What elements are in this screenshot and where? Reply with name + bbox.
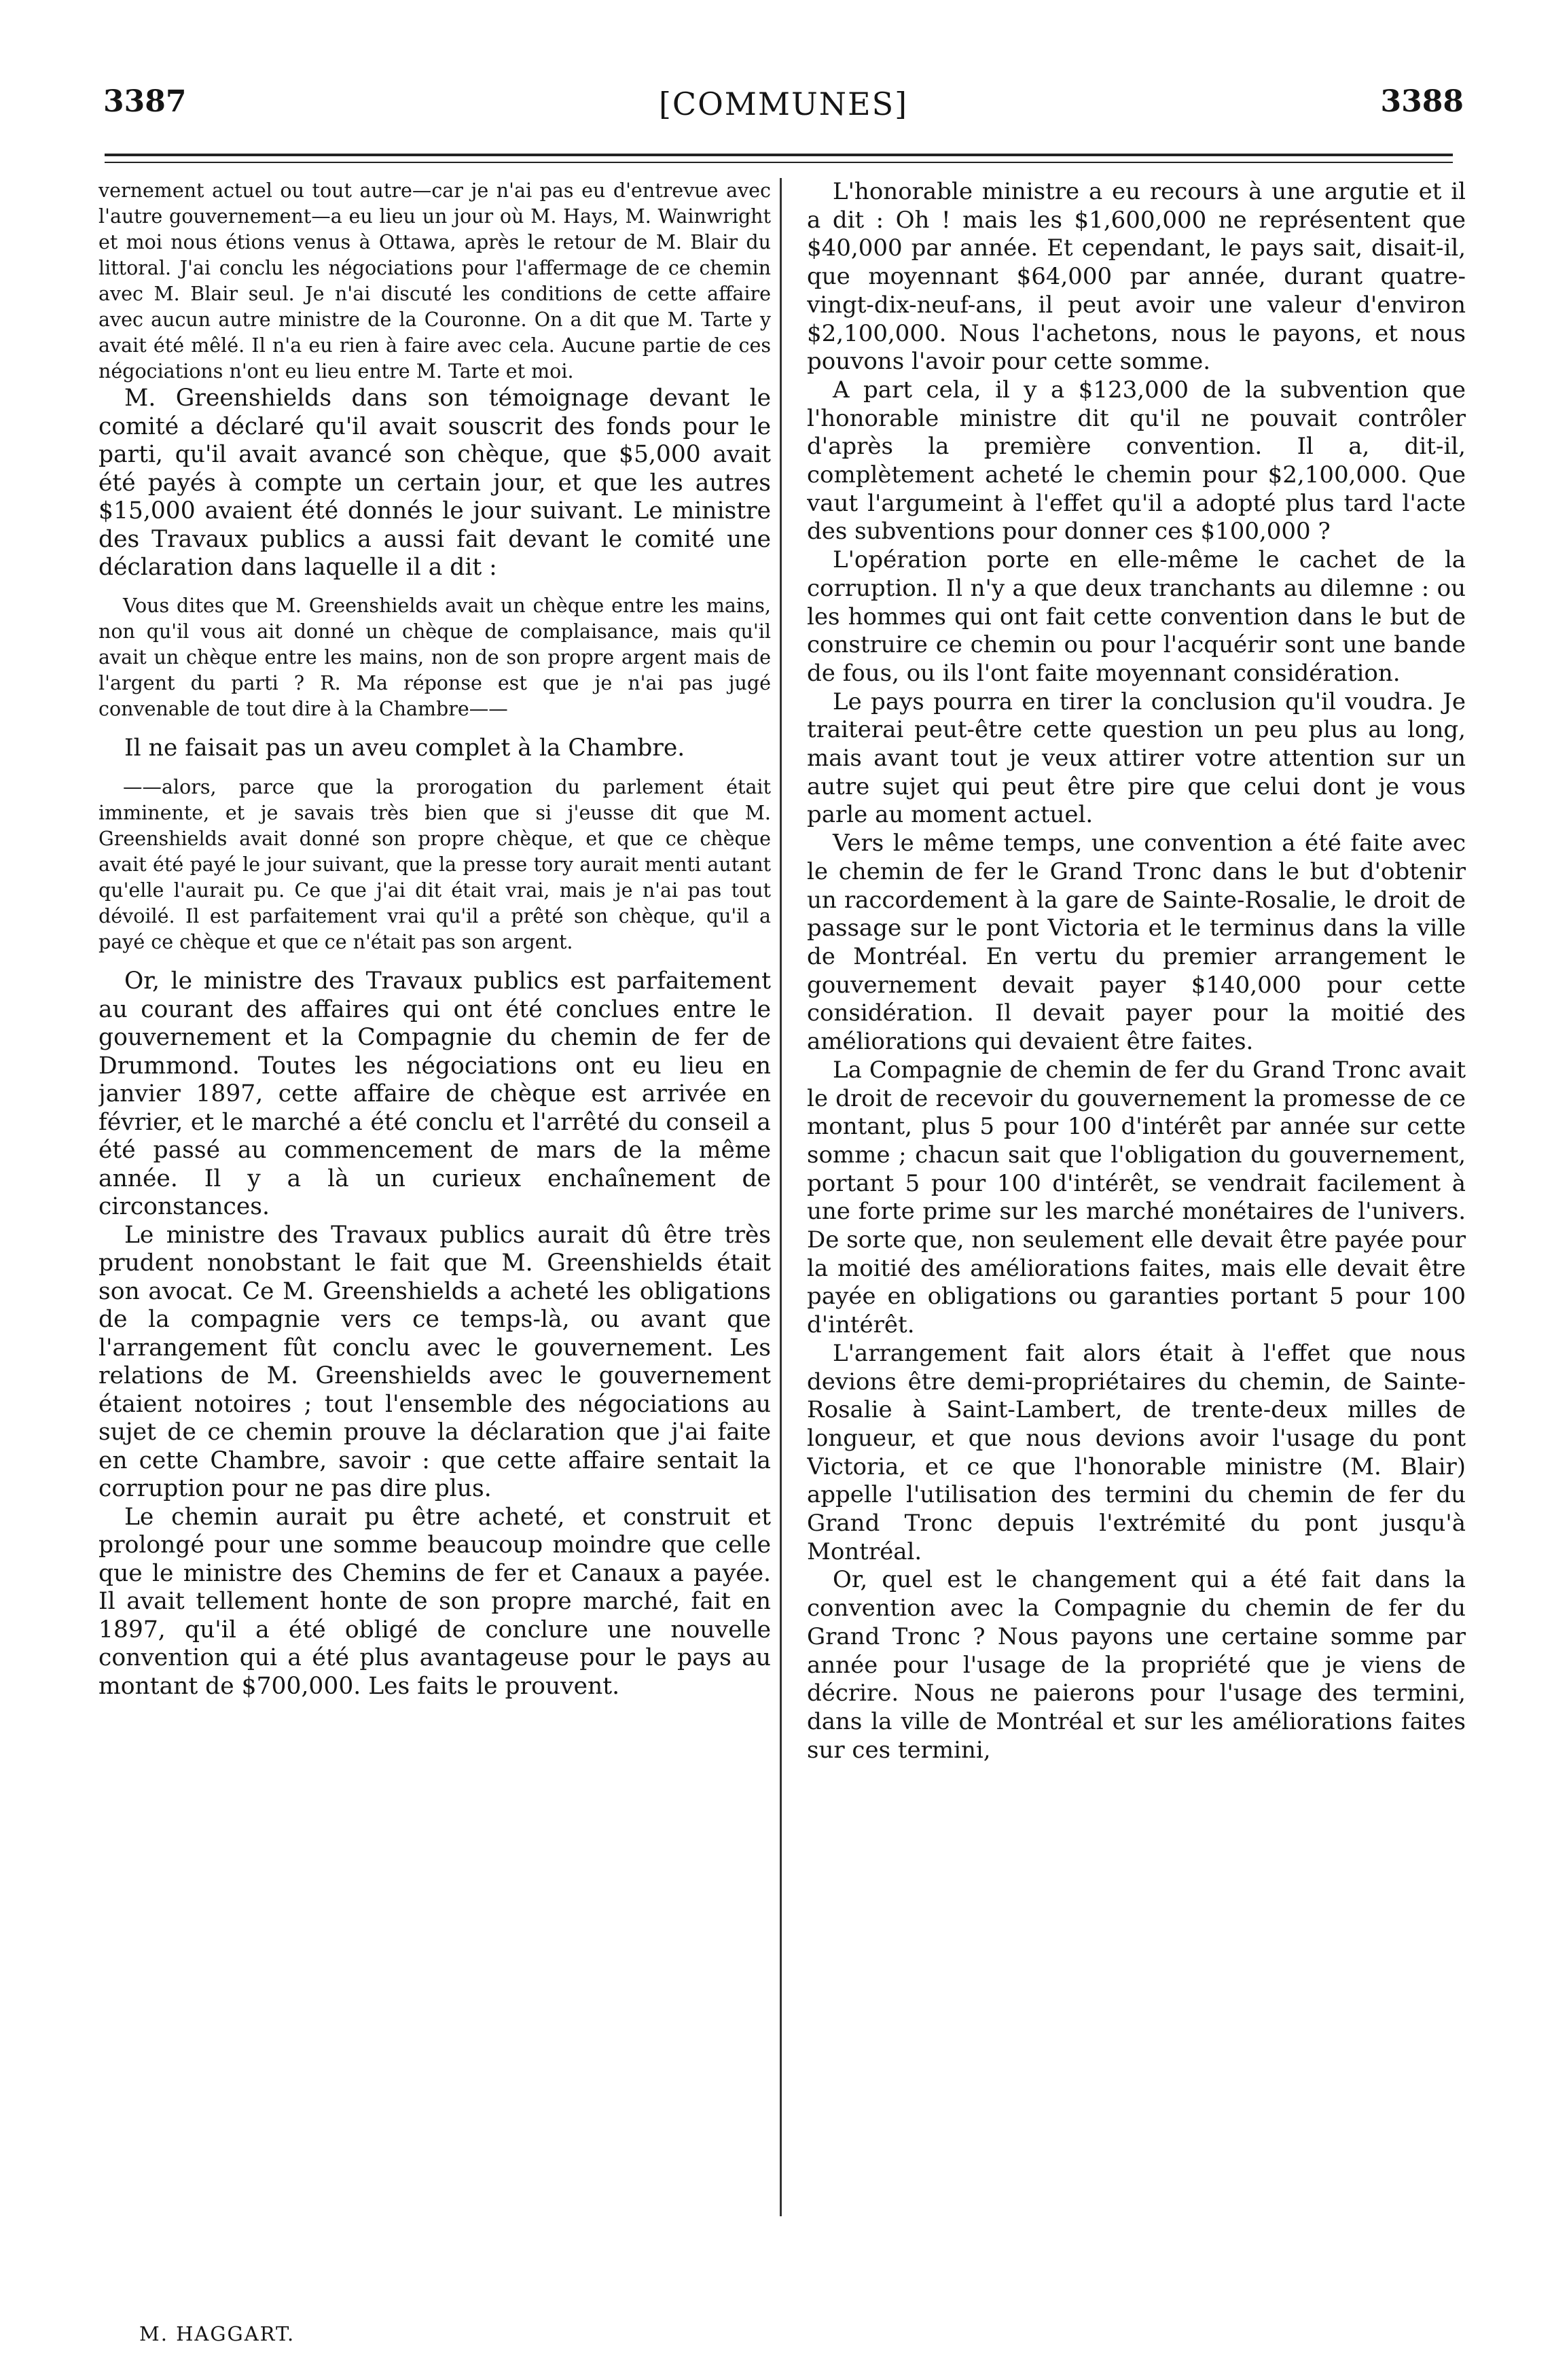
paragraph: Or, le ministre des Travaux publics est parfaitement au courant des affaires qui ont été conclues entre le gouvernement et la Compagnie du chemin de fer de Drummond. Toutes les négociations ont eu lieu en janvier 1897, cette affaire de chèque est arrivée en février, et le marché a été conclu et l'arrêté du conseil a été passé au commencement de mars de la même année. Il y a là un curieux enchaînement de circonstances. <box>98 967 771 1220</box>
left-column <box>98 178 771 2366</box>
paragraph: Le chemin aurait pu être acheté, et construit et prolongé pour une somme beaucoup moindre que celle que le ministre des Chemins de fer et Canaux a payée. Il avait tellement honte de son propre marché, fait en 1897, qu'il a été obligé de conclure une nouvelle convention qui a été plus avantageuse pour le pays au montant de $700,000. Les faits le prouvent. <box>98 1503 771 1700</box>
header-rule <box>105 154 1453 156</box>
paragraph: Le ministre des Travaux publics aurait dû être très prudent nonobstant le fait que M. Greenshields était son avocat. Ce M. Greenshields a acheté les obligations de la compagnie vers ce temps-là, ou avant que l'arrangement fût conclu avec le gouvernement. Les relations de M. Greenshields avec le gouvernement étaient notoires ; tout l'ensemble des négociations au sujet de ce chemin prouve la déclaration que j'ai faite en cette Chambre, savoir : que cette affaire sentait la corruption pour ne pas dire plus. <box>98 1221 771 1502</box>
paragraph: Le pays pourra en tirer la conclusion qu'il voudra. Je traiterai peut-être cette question un peu plus au long, mais avant tout je veux attirer votre attention sur un autre sujet qui peut être pire que celui dont je vous parle au moment actuel. <box>807 688 1466 829</box>
paragraph: vernement actuel ou tout autre—car je n'ai pas eu d'entrevue avec l'autre gouvernement—a eu lieu un jour où M. Hays, M. Wainwright et moi nous étions venus à Ottawa, après le retour de M. Blair du littoral. J'ai conclu les négociations pour l'affermage de ce chemin avec M. Blair seul. Je n'ai discuté les conditions de cette affaire avec aucun autre ministre de la Couronne. On a dit que M. Tarte y avait été mêlé. Il n'a eu rien à faire avec cela. Aucune partie de ces négociations n'ont eu lieu entre M. Tarte et moi. <box>98 179 771 383</box>
speaker-footer: M. HAGGART. <box>139 2322 295 2345</box>
paragraph: Vers le même temps, une convention a été faite avec le chemin de fer le Grand Tronc dans le but d'obtenir un raccordement à la gare de Sainte-Rosalie, le droit de passage sur le pont Victoria et le terminus dans la ville de Montréal. En vertu du premier arrangement le gouvernement devait payer $140,000 pour cette considération. Il devait payer pour la moitié des améliorations qui devaient être faites. <box>807 830 1466 1056</box>
right-column <box>807 178 1466 2366</box>
page-number-right: 3388 <box>1380 84 1464 119</box>
paragraph: Vous dites que M. Greenshields avait un chèque entre les mains, non qu'il vous ait donné un chèque de complaisance, mais qu'il avait un chèque entre les mains, non de son propre argent mais de l'argent du parti ? R. Ma réponse est que je n'ai pas jugé convenable de tout dire à la Chambre—— <box>98 594 771 720</box>
paragraph: L'honorable ministre a eu recours à une argutie et il a dit : Oh ! mais les $1,600,000 ne représentent que $40,000 par année. Et cependant, le pays sait, disait-il, que moyennant $64,000 par année, durant quatre-vingt-dix-neuf-ans, il peut avoir une valeur d'environ $2,100,000. Nous l'achetons, nous le payons, et nous pouvons l'avoir pour cette somme. <box>807 178 1466 376</box>
paragraph: La Compagnie de chemin de fer du Grand Tronc avait le droit de recevoir du gouvernement la promesse de ce montant, plus 5 pour 100 d'intérêt par année sur cette somme ; chacun sait que l'obligation du gouvernement, portant 5 pour 100 d'intérêt, se vendrait facilement à une forte prime sur les marché monétaires de l'univers. De sorte que, non seulement elle devait être payée pour la moitié des améliorations faites, mais elle devait être payée en obligations ou garanties portant 5 pour 100 d'intérêt. <box>807 1056 1466 1339</box>
page-number-left: 3387 <box>103 84 187 119</box>
paragraph: L'opération porte en elle-même le cachet de la corruption. Il n'y a que deux tranchants au dilemne : ou les hommes qui ont fait cette convention dans le but de construire ce chemin ou pour l'acquérir sont une bande de fous, ou ils l'ont faite moyennant considération. <box>807 546 1466 687</box>
header-rule-thin <box>105 162 1453 163</box>
paragraph: M. Greenshields dans son témoignage devant le comité a déclaré qu'il avait souscrit des fonds pour le parti, qu'il avait avancé son chèque, que $5,000 avait été payés à compte un certain jour, et que les autres $15,000 avaient été donnés le jour suivant. Le ministre des Travaux publics a aussi fait devant le comité une déclaration dans laquelle il a dit : <box>98 385 771 581</box>
paragraph: Il ne faisait pas un aveu complet à la Chambre. <box>124 734 685 762</box>
column-divider <box>780 178 782 2216</box>
paragraph: A part cela, il y a $123,000 de la subvention que l'honorable ministre dit qu'il ne pouvait contrôler d'après la première convention. Il a, dit-il, complètement acheté le chemin pour $2,100,000. Que vaut l'argumeint à l'effet qu'il a adopté plus tard l'acte des subventions pour donner ces $100,000 ? <box>807 376 1466 546</box>
running-head: [COMMUNES] <box>658 86 909 122</box>
paragraph: L'arrangement fait alors était à l'effet que nous devions être demi-propriétaires du chemin, de Sainte-Rosalie à Saint-Lambert, de trente-deux milles de longueur, et que nous devions avoir l'usage du pont Victoria, et ce que l'honorable ministre (M. Blair) appelle l'utilisation des termini du chemin de fer du Grand Tronc depuis l'extrémité du pont jusqu'à Montréal. <box>807 1339 1466 1565</box>
paragraph: ——alors, parce que la prorogation du parlement était imminente, et je savais très bien que si j'eusse dit que M. Greenshields avait donné son propre chèque, et que ce chèque avait été payé le jour suivant, que la presse tory aurait menti autant qu'elle l'aurait pu. Ce que j'ai dit était vrai, mais je n'ai pas tout dévoilé. Il est parfaitement vrai qu'il a prêté son chèque, qu'il a payé ce chèque et que ce n'était pas son argent. <box>98 776 771 953</box>
page-header <box>103 60 1464 122</box>
paragraph: Or, quel est le changement qui a été fait dans la convention avec la Compagnie du chemin de fer du Grand Tronc ? Nous payons une certaine somme par année pour l'usage de la propriété que je viens de décrire. Nous ne paierons pour l'usage des termini, dans la ville de Montréal et sur les améliorations faites sur ces termini, <box>807 1566 1466 1764</box>
